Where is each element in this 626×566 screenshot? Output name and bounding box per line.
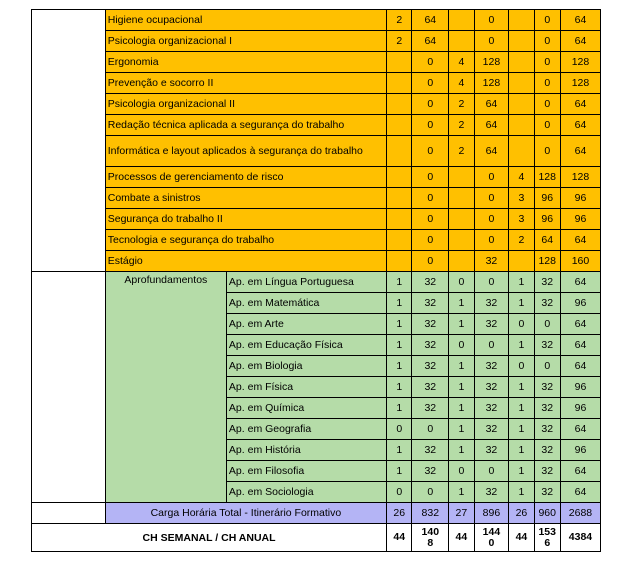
subject-label: Redação técnica aplicada a segurança do trabalho: [105, 115, 386, 136]
value-cell: 0: [474, 10, 509, 31]
value-cell: 1: [387, 377, 412, 398]
value-cell: [387, 188, 412, 209]
total-value-cell: 960: [534, 503, 560, 524]
value-cell: [449, 167, 474, 188]
value-cell: [387, 94, 412, 115]
table-row: [32, 167, 601, 188]
subject-label: Estágio: [105, 251, 386, 272]
subject-label: Psicologia organizacional II: [105, 94, 386, 115]
value-cell: 0: [474, 209, 509, 230]
table-row: [32, 136, 601, 167]
value-cell: 32: [412, 293, 449, 314]
value-cell: 64: [412, 10, 449, 31]
value-cell: 64: [560, 136, 600, 167]
total-value-cell: 27: [449, 503, 474, 524]
value-cell: [509, 10, 534, 31]
value-cell: 0: [534, 31, 560, 52]
value-cell: 64: [560, 10, 600, 31]
value-cell: 4: [449, 73, 474, 94]
value-cell: 32: [474, 440, 509, 461]
subject-label: Ap. em Matemática: [226, 293, 386, 314]
table-row: [32, 272, 601, 293]
value-cell: 0: [474, 31, 509, 52]
value-cell: 1: [509, 293, 534, 314]
value-cell: 32: [412, 272, 449, 293]
value-cell: 64: [474, 115, 509, 136]
total-value-cell: 26: [509, 503, 534, 524]
value-cell: 1: [387, 461, 412, 482]
value-cell: 1: [509, 440, 534, 461]
subject-label: Ap. em Língua Portuguesa: [226, 272, 386, 293]
value-cell: 0: [534, 94, 560, 115]
table-body: [32, 10, 601, 552]
value-cell: 96: [560, 398, 600, 419]
value-cell: [387, 230, 412, 251]
ch-semanal-anual-label: CH SEMANAL / CH ANUAL: [32, 524, 387, 552]
value-cell: [387, 73, 412, 94]
value-cell: 0: [387, 482, 412, 503]
blank-cell: [32, 503, 106, 524]
value-cell: 1: [509, 398, 534, 419]
value-cell: 32: [412, 398, 449, 419]
value-cell: 1: [449, 356, 474, 377]
value-cell: 64: [534, 230, 560, 251]
value-cell: [509, 115, 534, 136]
value-cell: 32: [474, 419, 509, 440]
table-row: [32, 31, 601, 52]
final-value-cell: 44: [509, 524, 534, 552]
value-cell: 0: [412, 209, 449, 230]
value-cell: 1: [387, 293, 412, 314]
value-cell: 96: [560, 377, 600, 398]
subject-label: Ap. em Arte: [226, 314, 386, 335]
value-cell: 64: [560, 419, 600, 440]
value-cell: 32: [534, 419, 560, 440]
value-cell: 0: [449, 272, 474, 293]
final-value-cell: 44: [387, 524, 412, 552]
value-cell: 2: [387, 10, 412, 31]
final-value-cell: 144 0: [474, 524, 509, 552]
value-cell: 96: [560, 209, 600, 230]
table-row: [32, 251, 601, 272]
total-value-cell: 832: [412, 503, 449, 524]
value-cell: 0: [474, 461, 509, 482]
final-value-cell: 140 8: [412, 524, 449, 552]
value-cell: [509, 31, 534, 52]
value-cell: [449, 230, 474, 251]
table-row: [32, 10, 601, 31]
value-cell: 1: [449, 440, 474, 461]
value-cell: 3: [509, 188, 534, 209]
subject-label: Processos de gerenciamento de risco: [105, 167, 386, 188]
value-cell: 128: [534, 167, 560, 188]
value-cell: 0: [412, 136, 449, 167]
value-cell: [387, 136, 412, 167]
value-cell: 96: [534, 188, 560, 209]
value-cell: 32: [474, 356, 509, 377]
value-cell: 32: [534, 461, 560, 482]
value-cell: [449, 188, 474, 209]
value-cell: 32: [412, 356, 449, 377]
value-cell: 2: [449, 115, 474, 136]
value-cell: 64: [560, 94, 600, 115]
value-cell: 32: [534, 482, 560, 503]
value-cell: 0: [412, 251, 449, 272]
value-cell: 2: [509, 230, 534, 251]
value-cell: 1: [387, 335, 412, 356]
value-cell: 1: [387, 440, 412, 461]
value-cell: [387, 52, 412, 73]
subject-label: Ap. em Educação Física: [226, 335, 386, 356]
final-value-cell: 153 6: [534, 524, 560, 552]
subject-label: Ap. em Sociologia: [226, 482, 386, 503]
subject-label: Ap. em Filosofia: [226, 461, 386, 482]
value-cell: 0: [534, 52, 560, 73]
value-cell: 0: [534, 10, 560, 31]
value-cell: [387, 115, 412, 136]
value-cell: [509, 251, 534, 272]
value-cell: 1: [509, 377, 534, 398]
value-cell: 0: [412, 52, 449, 73]
value-cell: 64: [560, 31, 600, 52]
value-cell: 32: [474, 482, 509, 503]
final-value-cell: 4384: [560, 524, 600, 552]
value-cell: 0: [412, 482, 449, 503]
value-cell: 0: [412, 94, 449, 115]
value-cell: 3: [509, 209, 534, 230]
value-cell: 2: [449, 136, 474, 167]
table-row: [32, 73, 601, 94]
value-cell: 32: [534, 398, 560, 419]
value-cell: 32: [534, 377, 560, 398]
blank-cell: [32, 10, 106, 272]
aprofundamentos-group-label: Aprofundamentos: [105, 272, 226, 503]
value-cell: 1: [449, 482, 474, 503]
value-cell: [387, 167, 412, 188]
total-value-cell: 2688: [560, 503, 600, 524]
subject-label: Ap. em Biologia: [226, 356, 386, 377]
subject-label: Ap. em Física: [226, 377, 386, 398]
value-cell: 1: [509, 419, 534, 440]
value-cell: 64: [560, 482, 600, 503]
curriculum-table: [31, 9, 601, 552]
value-cell: 32: [534, 440, 560, 461]
value-cell: 1: [449, 314, 474, 335]
value-cell: 0: [474, 167, 509, 188]
value-cell: [449, 31, 474, 52]
value-cell: 0: [412, 188, 449, 209]
value-cell: 96: [560, 188, 600, 209]
value-cell: [449, 209, 474, 230]
subject-label: Ergonomia: [105, 52, 386, 73]
value-cell: 0: [509, 356, 534, 377]
value-cell: 1: [387, 314, 412, 335]
subject-label: Ap. em Geografia: [226, 419, 386, 440]
value-cell: [509, 136, 534, 167]
value-cell: 0: [474, 272, 509, 293]
table-row: [32, 94, 601, 115]
value-cell: 1: [387, 356, 412, 377]
value-cell: 0: [412, 230, 449, 251]
subject-label: Psicologia organizacional I: [105, 31, 386, 52]
value-cell: 0: [412, 115, 449, 136]
value-cell: 0: [449, 461, 474, 482]
table-row: [32, 52, 601, 73]
value-cell: 96: [560, 293, 600, 314]
value-cell: 1: [387, 398, 412, 419]
value-cell: [449, 10, 474, 31]
value-cell: 0: [534, 314, 560, 335]
table-row: [32, 209, 601, 230]
total-row: [32, 503, 601, 524]
value-cell: 32: [534, 335, 560, 356]
value-cell: 2: [387, 31, 412, 52]
value-cell: 32: [412, 440, 449, 461]
subject-label: Segurança do trabalho II: [105, 209, 386, 230]
value-cell: 32: [412, 314, 449, 335]
value-cell: 0: [534, 356, 560, 377]
curriculum-table-container: [31, 9, 601, 552]
subject-label: Combate a sinistros: [105, 188, 386, 209]
value-cell: 64: [560, 230, 600, 251]
value-cell: 0: [474, 230, 509, 251]
value-cell: 1: [509, 482, 534, 503]
value-cell: 64: [560, 356, 600, 377]
value-cell: 64: [560, 461, 600, 482]
subject-label: Prevenção e socorro II: [105, 73, 386, 94]
blank-cell: [32, 272, 106, 503]
value-cell: 32: [474, 377, 509, 398]
total-value-cell: 26: [387, 503, 412, 524]
value-cell: [449, 251, 474, 272]
value-cell: 0: [534, 136, 560, 167]
value-cell: 96: [560, 440, 600, 461]
value-cell: 4: [509, 167, 534, 188]
ch-semanal-anual-row: [32, 524, 601, 552]
value-cell: 64: [474, 94, 509, 115]
value-cell: 32: [534, 293, 560, 314]
value-cell: 0: [412, 167, 449, 188]
subject-label: Informática e layout aplicados à segurança do trabalho: [105, 136, 386, 167]
value-cell: 64: [560, 335, 600, 356]
value-cell: 32: [412, 335, 449, 356]
value-cell: [509, 94, 534, 115]
value-cell: 0: [509, 314, 534, 335]
value-cell: 1: [509, 335, 534, 356]
subject-label: Tecnologia e segurança do trabalho: [105, 230, 386, 251]
value-cell: 32: [474, 293, 509, 314]
table-row: [32, 230, 601, 251]
table-row: [32, 188, 601, 209]
value-cell: 128: [474, 52, 509, 73]
value-cell: 32: [534, 272, 560, 293]
value-cell: 4: [449, 52, 474, 73]
value-cell: 128: [534, 251, 560, 272]
value-cell: 0: [387, 419, 412, 440]
value-cell: 64: [560, 314, 600, 335]
value-cell: 32: [474, 251, 509, 272]
value-cell: 32: [474, 314, 509, 335]
value-cell: 128: [560, 167, 600, 188]
value-cell: 128: [474, 73, 509, 94]
total-value-cell: 896: [474, 503, 509, 524]
value-cell: 1: [509, 461, 534, 482]
value-cell: 0: [534, 115, 560, 136]
value-cell: 64: [560, 272, 600, 293]
subject-label: Ap. em Química: [226, 398, 386, 419]
value-cell: 0: [474, 335, 509, 356]
value-cell: [387, 209, 412, 230]
value-cell: 0: [474, 188, 509, 209]
value-cell: 0: [412, 73, 449, 94]
final-value-cell: 44: [449, 524, 474, 552]
value-cell: 1: [449, 377, 474, 398]
value-cell: 0: [449, 335, 474, 356]
value-cell: 128: [560, 52, 600, 73]
value-cell: 1: [509, 272, 534, 293]
subject-label: Higiene ocupacional: [105, 10, 386, 31]
value-cell: 128: [560, 73, 600, 94]
value-cell: 1: [387, 272, 412, 293]
value-cell: 32: [412, 461, 449, 482]
value-cell: 96: [534, 209, 560, 230]
subject-label: Ap. em História: [226, 440, 386, 461]
value-cell: 160: [560, 251, 600, 272]
table-row: [32, 115, 601, 136]
value-cell: 1: [449, 398, 474, 419]
value-cell: 0: [412, 419, 449, 440]
value-cell: [509, 52, 534, 73]
value-cell: [509, 73, 534, 94]
value-cell: 64: [412, 31, 449, 52]
value-cell: 32: [412, 377, 449, 398]
value-cell: 1: [449, 419, 474, 440]
value-cell: 32: [474, 398, 509, 419]
value-cell: 64: [474, 136, 509, 167]
value-cell: 0: [534, 73, 560, 94]
value-cell: [387, 251, 412, 272]
total-label: Carga Horária Total - Itinerário Formativo: [105, 503, 386, 524]
value-cell: 64: [560, 115, 600, 136]
value-cell: 2: [449, 94, 474, 115]
value-cell: 1: [449, 293, 474, 314]
